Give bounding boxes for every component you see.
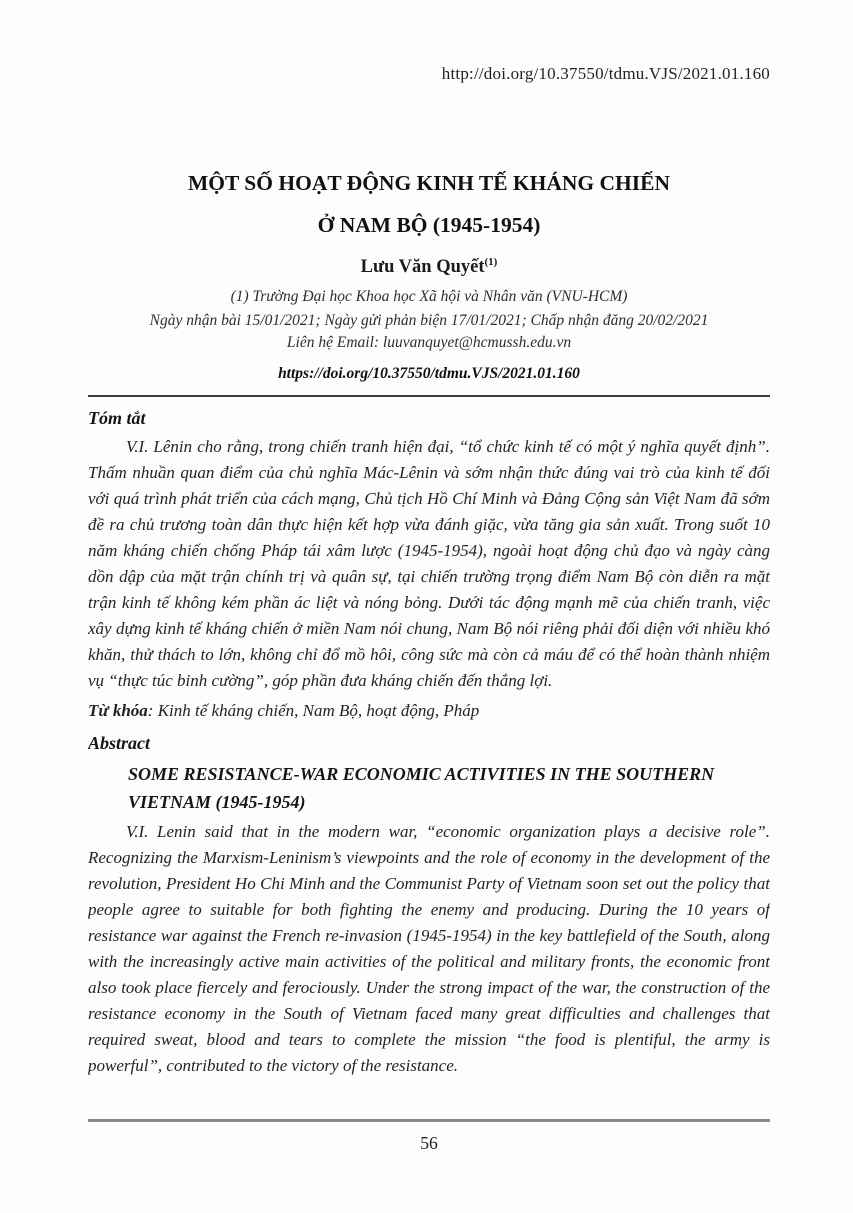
page-number: 56 [420, 1133, 438, 1153]
contact-email: Liên hệ Email: luuvanquyet@hcmussh.edu.vn [286, 334, 572, 352]
author-name: Lưu Văn Quyết [360, 257, 485, 278]
abstract-en-title: SOME RESISTANCE-WAR ECONOMIC ACTIVITIES IN THE SOUTHERN VIETNAM (1945-1954) [128, 764, 715, 813]
keywords-line [88, 698, 770, 724]
doi-line: https://doi.org/10.37550/tdmu.VJS/2021.01.160 [278, 365, 580, 383]
author-affiliation-marker: (1) [484, 256, 498, 268]
submission-dates: Ngày nhận bài 15/01/2021; Ngày gửi phản biện 17/01/2021; Chấp nhận đăng 20/02/2021 [149, 312, 709, 330]
article-title-line1: MỘT SỐ HOẠT ĐỘNG KINH TẾ KHÁNG CHIẾN [187, 171, 671, 195]
affiliation: (1) Trường Đại học Khoa học Xã hội và Nhân văn (VNU-HCM) [230, 288, 628, 306]
abstract-vi-body: V.I. Lênin cho rằng, trong chiến tranh hiện đại, “tổ chức kinh tế có một ý nghĩa quyết định”. Thấm nhuần quan điểm của chủ nghĩa Mác-Lênin và sớm nhận thức đúng vai trò của kinh tế đối với quá trình phát triển của cách mạng, Chủ tịch Hồ Chí Minh và Đảng Cộng sản Việt Nam đã sớm đề ra chủ trương toàn dân thực hiện kết hợp vừa đánh giặc, vừa tăng gia sản xuất. Trong suốt 10 năm kháng chiến chống Pháp tái xâm lược (1945-1954), ngoài hoạt động chủ đạo và ngày càng dồn dập của mặt trận chính trị và quân sự, tại chiến trường trọng điểm Nam Bộ còn diễn ra mặt trận kinh tế không kém phần ác liệt và nóng bỏng. Dưới tác động mạnh mẽ của chiến tranh, việc xây dựng kinh tế kháng chiến ở miền Nam nói chung, Nam Bộ nói riêng phải đối diện với nhiều khó khăn, thử thách to lớn, không chỉ đổ mồ hôi, công sức mà còn cả máu để có thể hoàn thành nhiệm vụ “thực túc binh cường”, góp phần đưa kháng chiến đến thắng lợi. [88, 437, 770, 691]
abstract-en-body: V.I. Lenin said that in the modern war, “economic organization plays a decisive role”. Recognizing the Marxism-Leninism’s viewpoints and the role of economy in the development of the revolution, President Ho Chi Minh and the Communist Party of Vietnam soon set out the policy that people agree to suitable for both fighting the enemy and producing. During the 10 years of resistance war against the French re-invasion (1945-1954) in the key battlefield of the South, along with the increasingly active main activities of the political and military fronts, the economic front also took place fiercely and ferociously. Under the strong impact of the war, the construction of the resistance economy in the South of Vietnam faced many great difficulties and challenges that required sweat, blood and tears to complete the mission “the food is plentiful, the army is powerful”, contributed to the victory of the resistance. [88, 822, 770, 1076]
author-line [88, 250, 770, 279]
abstract-vi-heading: Tóm tắt [88, 408, 146, 429]
article-title-line2: Ở NAM BỘ (1945-1954) [317, 213, 541, 237]
keywords-list: : Kinh tế kháng chiến, Nam Bộ, hoạt động, Pháp [147, 701, 480, 721]
header-divider [88, 395, 770, 397]
abstract-en-heading: Abstract [88, 733, 151, 754]
footer-divider [88, 1119, 770, 1122]
article-title [88, 162, 770, 246]
keywords-label: Từ khóa [88, 701, 148, 721]
page-content [88, 0, 770, 1114]
header-doi-url: http://doi.org/10.37550/tdmu.VJS/2021.01.160 [441, 64, 770, 83]
